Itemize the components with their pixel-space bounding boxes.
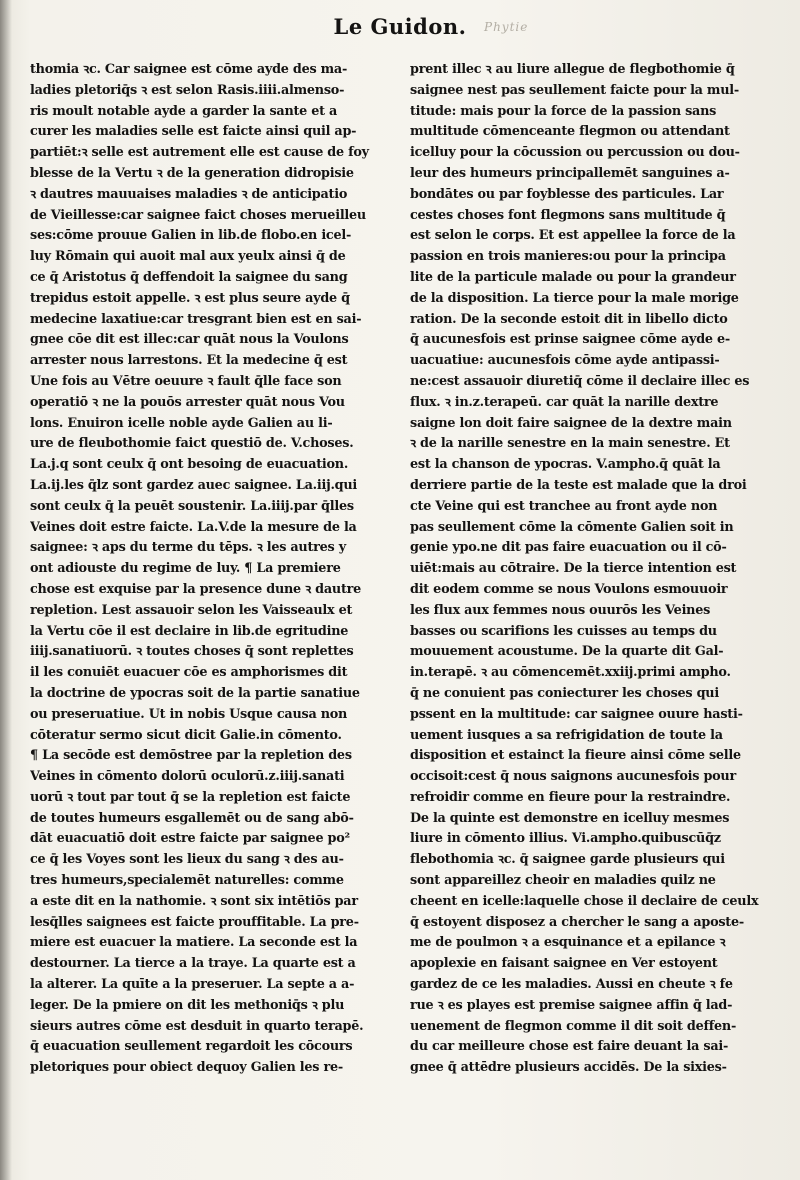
text-line: multitude cōmenceante flegmon ou attendant [410,124,730,140]
bleed-through-text: Phytie [484,20,529,34]
text-line: leur des humeurs principallemēt sanguines a- [410,165,730,181]
text-line: passion en trois manieres:ou pour la principa [410,249,726,265]
text-line: tres humeurs,specialemēt naturelles: comme [30,873,344,889]
text-line: apoplexie en faisant saignee en Ver estoyent [410,956,718,972]
text-line: la doctrine de ypocras soit de la partie sanatiue [30,685,360,701]
text-line: De la quinte est demonstre en icelluy mesmes [410,810,730,826]
text-line: gnee cōe dit est illec:car quāt nous la Voulons [30,332,349,348]
text-line: la alterer. La quīte a la preseruer. La septe a a- [30,977,355,993]
text-line: Une fois au Vētre oeuure ꝛ fault q̄lle face son [30,373,342,389]
text-line: repletion. Lest assauoir selon les Vaisseaulx et [30,602,353,618]
text-line: uement iusques a sa refrigidation de toute la [410,727,723,743]
text-line: cte Veine qui est tranchee au front ayde non [410,498,718,514]
text-line: destourner. La tierce a la traye. La quarte est a [30,956,356,972]
text-line: est la chanson de ypocras. V.ampho.q̄ quāt la [410,457,721,473]
text-line: pssent en la multitude: car saignee ouure hasti- [410,706,743,722]
text-line: La.ij.les q̄lz sont gardez auec saignee. La.iij.qui [30,477,358,493]
text-line: lite de la particule malade ou pour la grandeur [410,269,736,285]
text-line: Veines in cōmento dolorū oculorū.z.iiij.sanati [30,769,345,785]
page-gutter-shadow [0,0,12,1180]
right-text-column [410,60,762,1079]
left-text-column [30,60,378,1079]
text-line: q̄ estoyent disposez a chercher le sang a aposte- [410,914,744,930]
text-line: icelluy pour la cōcussion ou percussion ou dou- [410,145,740,161]
text-line: titude: mais pour la force de la passion sans [410,103,717,119]
text-line: q̄ aucunesfois est prinse saignee cōme ayde e- [410,332,730,348]
text-line: bondātes ou par foyblesse des particules. Lar [410,186,724,202]
text-line: lesq̄lles saignees est faicte prouffitable. La pre- [30,914,359,930]
text-line: iiij.sanatiuorū. ꝛ toutes choses q̄ sont replettes [30,644,354,660]
text-line: dāt euacuatiō doit estre faicte par saignee po² [30,831,350,847]
text-line: saignee: ꝛ aps du terme du tēps. ꝛ les autres y [30,540,346,556]
text-line: de Vieillesse:car saignee faict choses merueilleu [30,207,366,223]
text-line: ladies pletoriq̄s ꝛ est selon Rasis.iiii.almenso- [30,82,345,98]
text-line: saignee nest pas seullement faicte pour la mul- [410,82,739,98]
text-line: saigne lon doit faire saignee de la dextre main [410,415,732,431]
text-line: uiēt:mais au cōtraire. De la tierce intention est [410,561,737,577]
text-line: flebothomia ꝛc. q̄ saignee garde plusieurs qui [410,852,725,868]
text-line: blesse de la Vertu ꝛ de la generation didropisie [30,165,354,181]
text-line: luy Rōmain qui auoit mal aux yeulx ainsi q̄ de [30,249,346,265]
text-line: pletoriques pour obiect dequoy Galien les re- [30,1060,343,1076]
text-line: sieurs autres cōme est desduit in quarto terapē. [30,1018,364,1034]
running-head: Le Guidon. [333,14,467,39]
text-line: derriere partie de la teste est malade que la droi [410,477,747,493]
text-line: me de poulmon ꝛ a esquinance et a epilance ꝛ [410,935,726,951]
text-line: operatiō ꝛ ne la pouōs arrester quāt nous Vou [30,394,345,410]
text-line: dit eodem comme se nous Voulons esmouuoir [410,581,728,597]
text-line: genie ypo.ne dit pas faire euacuation ou il cō- [410,540,727,556]
text-line: gnee q̄ attēdre plusieurs accidēs. De la sixies- [410,1060,727,1076]
text-line: lons. Enuiron icelle noble ayde Galien au li- [30,415,333,431]
text-line: ure de fleubothomie faict questiō de. V.choses. [30,436,354,452]
text-line: du car meilleure chose est faire deuant la sai- [410,1039,729,1055]
text-line: partiēt:ꝛ selle est autrement elle est cause de foy [30,145,369,161]
text-line: La.j.q sont ceulx q̄ ont besoing de euacuation. [30,457,349,473]
text-line: ¶ La secōde est demōstree par la repletion des [30,748,352,764]
text-line: ꝛ de la narille senestre en la main senestre. Et [410,436,730,452]
text-line: chose est exquise par la presence dune ꝛ dautre [30,581,362,597]
text-line: ou preseruatiue. Ut in nobis Usque causa non [30,706,348,722]
text-line: miere est euacuer la matiere. La seconde est la [30,935,358,951]
text-line: refroidir comme en fieure pour la restraindre. [410,789,731,805]
text-line: les flux aux femmes nous ouurōs les Veines [410,602,711,618]
text-line: thomia ꝛc. Car saignee est cōme ayde des ma- [30,62,348,77]
text-line: rue ꝛ es playes est premise saignee affin q̄ lad- [410,997,733,1013]
text-line: de la disposition. La tierce pour la male morige [410,290,739,306]
text-line: curer les maladies selle est faicte ainsi quil ap- [30,124,357,140]
text-line: sont appareillez cheoir en maladies quilz ne [410,873,716,889]
text-line: liure in cōmento illius. Vi.ampho.quibuscūq̄z [410,831,721,847]
text-line: prent illec ꝛ au liure allegue de flegbothomie q̄ [410,62,735,77]
text-line: pas seullement cōme la cōmente Galien soit in [410,519,734,535]
text-line: flux. ꝛ in.z.terapeū. car quāt la narille dextre [410,394,719,410]
text-line: q̄ ne conuient pas coniecturer les choses qui [410,685,719,701]
text-line: uorū ꝛ tout par tout q̄ se la repletion est faicte [30,789,351,805]
text-line: ont adiouste du regime de luy. ¶ La premiere [30,561,341,577]
text-line: il les conuiēt euacuer cōe es amphorismes dit [30,665,348,681]
text-line: disposition et estainct la fieure ainsi cōme selle [410,748,741,764]
text-line: ses:cōme prouue Galien in lib.de flobo.en icel- [30,228,352,244]
text-line: in.terapē. ꝛ au cōmencemēt.xxiij.primi ampho. [410,665,731,681]
text-line: trepidus estoit appelle. ꝛ est plus seure ayde q̄ [30,290,350,306]
text-line: uenement de flegmon comme il dit soit deffen- [410,1018,737,1034]
text-line: ris moult notable ayde a garder la sante et a [30,103,338,119]
text-line: Veines doit estre faicte. La.V.de la mesure de la [30,519,357,535]
text-line: de toutes humeurs esgallemēt ou de sang abō- [30,810,354,826]
text-line: ne:cest assauoir diuretiq̄ cōme il declaire illec es [410,373,750,389]
text-line: ce q̄ les Voyes sont les lieux du sang ꝛ des au- [30,852,344,868]
text-line: sont ceulx q̄ la peuēt soustenir. La.iiij.par q̄lles [30,498,354,514]
text-line: est selon le corps. Et est appellee la force de la [410,228,736,244]
text-line: occisoit:cest q̄ nous saignons aucunesfois pour [410,769,736,785]
text-line: mouuement acoustume. De la quarte dit Gal- [410,644,724,660]
text-line: a este dit en la nathomie. ꝛ sont six intētiōs par [30,893,358,909]
text-line: ce q̄ Aristotus q̄ deffendoit la saignee du sang [30,269,348,285]
text-line: uacuatiue: aucunesfois cōme ayde antipassi- [410,353,720,369]
text-line: cōteratur sermo sicut dicit Galie.in cōmento. [30,727,342,743]
text-line: leger. De la pmiere on dit les methoniq̄s ꝛ plu [30,997,345,1013]
text-line: arrester nous larrestons. Et la medecine q̄ est [30,353,348,369]
text-line: ꝛ dautres mauuaises maladies ꝛ de anticipatio [30,186,348,202]
text-line: ration. De la seconde estoit dit in libello dicto [410,311,728,327]
text-line: la Vertu cōe il est declaire in lib.de egritudine [30,623,349,639]
text-line: cestes choses font flegmons sans multitude q̄ [410,207,726,223]
text-line: q̄ euacuation seullement regardoit les cōcours [30,1039,353,1055]
text-line: medecine laxatiue:car tresgrant bien est en sai- [30,311,362,327]
text-line: cheent en icelle:laquelle chose il declaire de ceulx [410,893,759,909]
text-line: gardez de ce les maladies. Aussi en cheute ꝛ fe [410,977,733,993]
text-line: basses ou scarifions les cuisses au temps du [410,623,717,639]
